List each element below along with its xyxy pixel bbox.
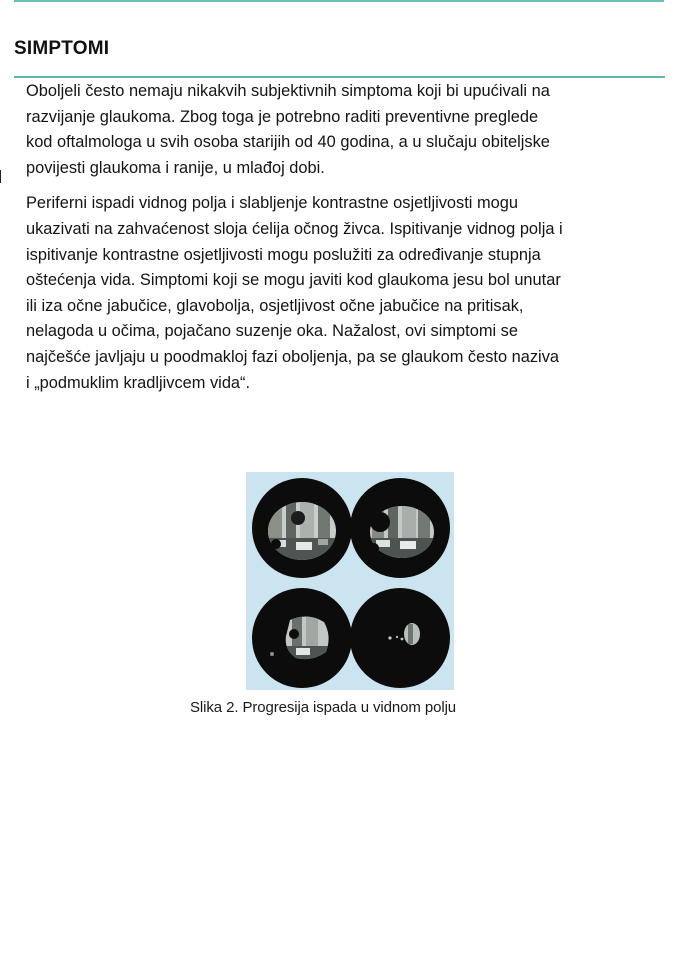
street-scene-image — [350, 478, 450, 578]
section-heading: SIMPTOMI — [14, 38, 110, 59]
text-line: Periferni ispadi vidnog polja i slabljenje kontrastne osjetljivosti mogu — [26, 194, 518, 213]
heading-divider — [14, 76, 665, 78]
text-line: i „podmuklim kradljivcem vida“. — [26, 373, 251, 392]
top-divider — [14, 0, 664, 2]
paragraph-intro — [26, 79, 656, 181]
text-line: oštećenja vida. Simptomi koji se mogu javiti kod glaukoma jesu bol unutar — [26, 271, 561, 290]
visual-field-panel-moderate — [350, 478, 450, 578]
text-line: kod oftalmologa u svih osoba starijih od 40 godina, a u slučaju obiteljske — [26, 133, 550, 152]
text-line: ukazivati na zahvaćenost sloja ćelija očnog živca. Ispitivanje vidnog polja i — [26, 219, 563, 238]
figure-caption: Slika 2. Progresija ispada u vidnom polju — [190, 699, 457, 716]
visual-field-panel-advanced — [252, 588, 352, 688]
text-line: nelagoda u očima, pojačano suzenje oka. Nažalost, ovi simptomi se — [26, 322, 518, 341]
text-line: ili iza očne jabučice, glavobolja, osjetljivost očne jabučice na pritisak, — [26, 296, 524, 315]
text-line: razvijanje glaukoma. Zbog toga je potrebno raditi preventivne preglede — [26, 107, 539, 126]
margin-mark — [0, 170, 1, 183]
body-text — [26, 79, 656, 406]
text-line: najčešće javljaju u poodmakloj fazi oboljenja, pa se glaukom često naziva — [26, 347, 560, 366]
text-line: povijesti glaukoma i ranije, u mlađoj dobi. — [26, 158, 325, 177]
visual-field-panel-end-stage — [350, 588, 450, 688]
paragraph-symptoms — [26, 191, 656, 396]
street-scene-image — [252, 588, 352, 688]
text-line: ispitivanje kontrastne osjetljivosti mogu poslužiti za određivanje stupnja — [26, 245, 541, 264]
visual-field-figure — [246, 472, 454, 690]
street-scene-image — [350, 588, 450, 688]
visual-field-panel-early — [252, 478, 352, 578]
street-scene-image — [252, 478, 352, 578]
text-line: Oboljeli često nemaju nikakvih subjektivnih simptoma koji bi upućivali na — [26, 82, 550, 100]
